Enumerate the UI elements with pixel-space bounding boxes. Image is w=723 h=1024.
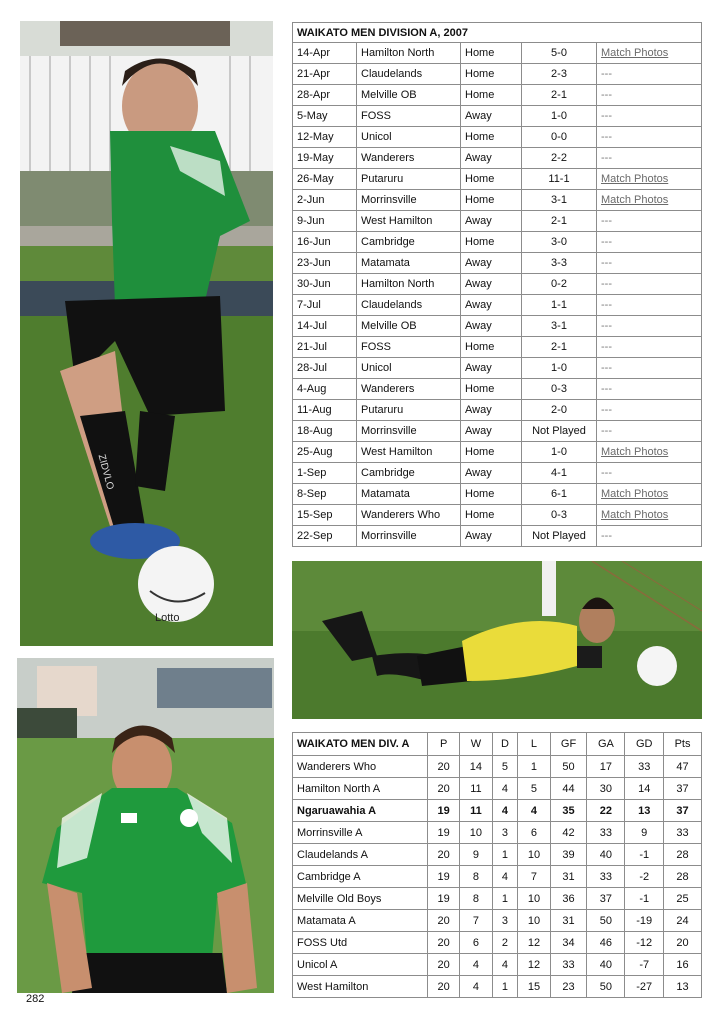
fixture-score: 1-0 xyxy=(522,358,597,379)
fixture-date: 4-Aug xyxy=(293,379,357,400)
standings-team-name: Matamata A xyxy=(293,910,428,932)
fixture-date: 22-Sep xyxy=(293,526,357,547)
standings-value: 24 xyxy=(664,910,702,932)
fixture-score: 3-1 xyxy=(522,190,597,211)
fixture-score: 3-0 xyxy=(522,232,597,253)
fixture-score: 2-1 xyxy=(522,211,597,232)
standings-row xyxy=(293,954,702,976)
standings-value: 20 xyxy=(428,844,460,866)
fixture-row xyxy=(293,253,702,274)
fixture-score: 4-1 xyxy=(522,463,597,484)
fixture-opponent: Matamata xyxy=(357,253,461,274)
fixture-date: 5-May xyxy=(293,106,357,127)
fixture-venue: Home xyxy=(461,190,522,211)
fixture-venue: Home xyxy=(461,505,522,526)
standings-value: 31 xyxy=(550,866,587,888)
fixture-date: 1-Sep xyxy=(293,463,357,484)
standings-row xyxy=(293,910,702,932)
standings-value: 31 xyxy=(550,910,587,932)
fixture-no-link: --- xyxy=(597,106,702,127)
fixture-venue: Away xyxy=(461,211,522,232)
fixture-opponent: Claudelands xyxy=(357,295,461,316)
fixtures-title-row xyxy=(293,23,702,43)
standings-value: 10 xyxy=(460,822,492,844)
fixture-venue: Away xyxy=(461,253,522,274)
standings-value: 17 xyxy=(587,756,625,778)
standings-value: 13 xyxy=(625,800,664,822)
fixture-no-link: --- xyxy=(597,295,702,316)
fixture-date: 2-Jun xyxy=(293,190,357,211)
fixture-row xyxy=(293,526,702,547)
standings-title: WAIKATO MEN DIV. A xyxy=(293,733,428,756)
fixture-no-link: --- xyxy=(597,64,702,85)
standings-value: 13 xyxy=(664,976,702,998)
sock-text: ZIDVLO xyxy=(95,453,116,491)
fixture-score: 2-3 xyxy=(522,64,597,85)
fixture-row xyxy=(293,421,702,442)
fixture-venue: Away xyxy=(461,421,522,442)
fixture-score: 3-1 xyxy=(522,316,597,337)
fixture-no-link: --- xyxy=(597,127,702,148)
standings-value: 5 xyxy=(518,778,550,800)
fixture-row xyxy=(293,211,702,232)
fixture-opponent: Claudelands xyxy=(357,64,461,85)
standings-value: 20 xyxy=(428,954,460,976)
standings-value: 14 xyxy=(625,778,664,800)
standings-value: 4 xyxy=(492,778,518,800)
fixture-opponent: West Hamilton xyxy=(357,211,461,232)
standings-value: -7 xyxy=(625,954,664,976)
fixture-no-link: --- xyxy=(597,379,702,400)
standings-table xyxy=(292,732,702,998)
fixture-score: 5-0 xyxy=(522,43,597,64)
fixture-row xyxy=(293,484,702,505)
fixture-score: 3-3 xyxy=(522,253,597,274)
fixtures-table xyxy=(292,22,702,547)
standings-row xyxy=(293,844,702,866)
match-photos-link[interactable]: Match Photos xyxy=(597,43,702,64)
fixture-opponent: FOSS xyxy=(357,337,461,358)
standings-value: 36 xyxy=(550,888,587,910)
page-number: 282 xyxy=(26,993,45,1005)
standings-value: 4 xyxy=(460,954,492,976)
standings-value: 1 xyxy=(492,976,518,998)
fixture-venue: Away xyxy=(461,400,522,421)
standings-value: 6 xyxy=(518,822,550,844)
standings-value: -1 xyxy=(625,888,664,910)
ball-brand-text: Lotto xyxy=(155,612,180,624)
fixture-no-link: --- xyxy=(597,526,702,547)
standings-value: 12 xyxy=(518,932,550,954)
fixture-opponent: Wanderers Who xyxy=(357,505,461,526)
fixture-opponent: Morrinsville xyxy=(357,526,461,547)
fixture-opponent: Matamata xyxy=(357,484,461,505)
fixture-no-link: --- xyxy=(597,358,702,379)
fixture-row xyxy=(293,169,702,190)
fixture-row xyxy=(293,190,702,211)
fixture-venue: Home xyxy=(461,85,522,106)
standings-row xyxy=(293,888,702,910)
standings-value: 8 xyxy=(460,866,492,888)
fixture-row xyxy=(293,148,702,169)
standings-value: 9 xyxy=(460,844,492,866)
fixture-no-link: --- xyxy=(597,463,702,484)
standings-value: 46 xyxy=(587,932,625,954)
standings-row xyxy=(293,800,702,822)
fixture-row xyxy=(293,337,702,358)
standings-value: -19 xyxy=(625,910,664,932)
standings-value: 19 xyxy=(428,888,460,910)
standings-value: 30 xyxy=(587,778,625,800)
standings-column-header: GD xyxy=(625,733,664,756)
standings-value: 37 xyxy=(587,888,625,910)
standings-value: 4 xyxy=(518,800,550,822)
standings-value: 4 xyxy=(460,976,492,998)
standings-value: -1 xyxy=(625,844,664,866)
standings-value: 4 xyxy=(492,866,518,888)
standings-column-header: P xyxy=(428,733,460,756)
fixture-no-link: --- xyxy=(597,85,702,106)
fixture-date: 19-May xyxy=(293,148,357,169)
fixture-venue: Home xyxy=(461,169,522,190)
fixture-date: 11-Aug xyxy=(293,400,357,421)
fixture-row xyxy=(293,442,702,463)
standings-value: 33 xyxy=(625,756,664,778)
fixture-no-link: --- xyxy=(597,148,702,169)
fixture-opponent: Wanderers xyxy=(357,148,461,169)
standings-value: 20 xyxy=(428,778,460,800)
fixture-venue: Home xyxy=(461,337,522,358)
fixture-no-link: --- xyxy=(597,421,702,442)
match-photos-link[interactable]: Match Photos xyxy=(597,505,702,526)
standings-value: 11 xyxy=(460,800,492,822)
fixture-no-link: --- xyxy=(597,253,702,274)
fixture-score: 0-3 xyxy=(522,379,597,400)
standings-value: 40 xyxy=(587,844,625,866)
photo-goalkeeper xyxy=(292,561,702,719)
standings-team-name: Hamilton North A xyxy=(293,778,428,800)
standings-column-header: Pts xyxy=(664,733,702,756)
fixture-score: 1-0 xyxy=(522,442,597,463)
standings-value: 11 xyxy=(460,778,492,800)
fixture-opponent: Putaruru xyxy=(357,400,461,421)
standings-row xyxy=(293,822,702,844)
match-photos-link[interactable]: Match Photos xyxy=(597,442,702,463)
fixture-score: 1-1 xyxy=(522,295,597,316)
standings-column-header: L xyxy=(518,733,550,756)
fixture-score: Not Played xyxy=(522,526,597,547)
standings-value: 50 xyxy=(587,976,625,998)
fixture-opponent: Cambridge xyxy=(357,232,461,253)
fixture-date: 8-Sep xyxy=(293,484,357,505)
standings-value: 4 xyxy=(492,800,518,822)
standings-value: 47 xyxy=(664,756,702,778)
standings-value: 20 xyxy=(428,910,460,932)
fixture-opponent: Putaruru xyxy=(357,169,461,190)
standings-value: 4 xyxy=(492,954,518,976)
fixture-venue: Home xyxy=(461,64,522,85)
fixture-opponent: FOSS xyxy=(357,106,461,127)
standings-team-name: Claudelands A xyxy=(293,844,428,866)
fixture-date: 7-Jul xyxy=(293,295,357,316)
standings-value: 12 xyxy=(518,954,550,976)
standings-value: 25 xyxy=(664,888,702,910)
fixture-score: 0-3 xyxy=(522,505,597,526)
fixture-score: 1-0 xyxy=(522,106,597,127)
standings-value: -27 xyxy=(625,976,664,998)
fixture-venue: Home xyxy=(461,232,522,253)
standings-value: 9 xyxy=(625,822,664,844)
standings-row xyxy=(293,756,702,778)
standings-column-header: GF xyxy=(550,733,587,756)
fixture-venue: Away xyxy=(461,463,522,484)
standings-value: 19 xyxy=(428,822,460,844)
standings-column-header: D xyxy=(492,733,518,756)
standings-value: 33 xyxy=(587,822,625,844)
standings-value: 1 xyxy=(492,844,518,866)
fixture-opponent: Cambridge xyxy=(357,463,461,484)
fixture-row xyxy=(293,127,702,148)
fixture-score: 2-1 xyxy=(522,85,597,106)
fixture-opponent: Unicol xyxy=(357,127,461,148)
standings-team-name: Unicol A xyxy=(293,954,428,976)
standings-value: 28 xyxy=(664,866,702,888)
standings-value: 1 xyxy=(518,756,550,778)
fixture-score: 2-2 xyxy=(522,148,597,169)
fixture-no-link: --- xyxy=(597,316,702,337)
standings-team-name: West Hamilton xyxy=(293,976,428,998)
fixture-no-link: --- xyxy=(597,211,702,232)
standings-value: 22 xyxy=(587,800,625,822)
standings-value: 37 xyxy=(664,778,702,800)
fixture-row xyxy=(293,232,702,253)
fixture-score: Not Played xyxy=(522,421,597,442)
fixture-date: 16-Jun xyxy=(293,232,357,253)
standings-value: 34 xyxy=(550,932,587,954)
standings-row xyxy=(293,778,702,800)
standings-value: 39 xyxy=(550,844,587,866)
standings-value: 8 xyxy=(460,888,492,910)
standings-value: 3 xyxy=(492,910,518,932)
fixture-date: 23-Jun xyxy=(293,253,357,274)
standings-team-name: Wanderers Who xyxy=(293,756,428,778)
fixture-venue: Home xyxy=(461,442,522,463)
fixture-venue: Home xyxy=(461,43,522,64)
photo-player-dribbling xyxy=(20,21,273,646)
standings-column-header: W xyxy=(460,733,492,756)
fixture-date: 30-Jun xyxy=(293,274,357,295)
fixture-date: 21-Jul xyxy=(293,337,357,358)
fixture-row xyxy=(293,400,702,421)
fixture-row xyxy=(293,316,702,337)
fixture-venue: Home xyxy=(461,379,522,400)
fixture-venue: Away xyxy=(461,316,522,337)
fixture-row xyxy=(293,106,702,127)
standings-value: 1 xyxy=(492,888,518,910)
standings-row xyxy=(293,932,702,954)
fixture-row xyxy=(293,85,702,106)
standings-team-name: Cambridge A xyxy=(293,866,428,888)
standings-value: 10 xyxy=(518,888,550,910)
standings-value: 3 xyxy=(492,822,518,844)
standings-value: -2 xyxy=(625,866,664,888)
fixture-row xyxy=(293,295,702,316)
standings-value: 10 xyxy=(518,844,550,866)
fixtures-title: WAIKATO MEN DIVISION A, 2007 xyxy=(293,23,702,43)
standings-value: 2 xyxy=(492,932,518,954)
standings-team-name: Melville Old Boys xyxy=(293,888,428,910)
standings-value: 37 xyxy=(664,800,702,822)
fixture-date: 9-Jun xyxy=(293,211,357,232)
fixture-opponent: Morrinsville xyxy=(357,421,461,442)
standings-value: 40 xyxy=(587,954,625,976)
fixture-score: 2-0 xyxy=(522,400,597,421)
standings-value: 5 xyxy=(492,756,518,778)
fixture-row xyxy=(293,358,702,379)
standings-value: 20 xyxy=(428,976,460,998)
standings-value: 20 xyxy=(428,756,460,778)
standings-value: 7 xyxy=(518,866,550,888)
fixture-date: 14-Apr xyxy=(293,43,357,64)
fixture-opponent: Melville OB xyxy=(357,316,461,337)
fixture-score: 0-0 xyxy=(522,127,597,148)
fixture-opponent: Melville OB xyxy=(357,85,461,106)
fixture-opponent: Hamilton North xyxy=(357,274,461,295)
fixture-venue: Away xyxy=(461,295,522,316)
photo-player-portrait xyxy=(17,658,274,993)
standings-team-name: FOSS Utd xyxy=(293,932,428,954)
fixture-date: 12-May xyxy=(293,127,357,148)
fixture-opponent: Hamilton North xyxy=(357,43,461,64)
standings-value: 19 xyxy=(428,800,460,822)
fixture-venue: Away xyxy=(461,358,522,379)
fixture-venue: Away xyxy=(461,148,522,169)
fixture-score: 0-2 xyxy=(522,274,597,295)
standings-row xyxy=(293,866,702,888)
fixture-opponent: Unicol xyxy=(357,358,461,379)
standings-value: 6 xyxy=(460,932,492,954)
fixture-row xyxy=(293,505,702,526)
fixture-no-link: --- xyxy=(597,274,702,295)
standings-value: 23 xyxy=(550,976,587,998)
fixture-venue: Away xyxy=(461,526,522,547)
standings-value: 33 xyxy=(550,954,587,976)
fixture-score: 2-1 xyxy=(522,337,597,358)
fixture-opponent: West Hamilton xyxy=(357,442,461,463)
fixture-date: 28-Jul xyxy=(293,358,357,379)
standings-value: 28 xyxy=(664,844,702,866)
standings-value: 10 xyxy=(518,910,550,932)
standings-value: 7 xyxy=(460,910,492,932)
fixture-row xyxy=(293,43,702,64)
standings-value: 19 xyxy=(428,866,460,888)
standings-value: 20 xyxy=(428,932,460,954)
standings-value: 50 xyxy=(587,910,625,932)
fixture-opponent: Wanderers xyxy=(357,379,461,400)
fixture-venue: Away xyxy=(461,106,522,127)
standings-header-row xyxy=(293,733,702,756)
fixture-date: 25-Aug xyxy=(293,442,357,463)
fixture-no-link: --- xyxy=(597,400,702,421)
standings-value: 33 xyxy=(587,866,625,888)
fixture-venue: Home xyxy=(461,484,522,505)
fixture-row xyxy=(293,379,702,400)
standings-value: 35 xyxy=(550,800,587,822)
fixture-score: 6-1 xyxy=(522,484,597,505)
fixture-row xyxy=(293,274,702,295)
standings-team-name: Morrinsville A xyxy=(293,822,428,844)
standings-value: 15 xyxy=(518,976,550,998)
fixture-date: 15-Sep xyxy=(293,505,357,526)
standings-team-name: Ngaruawahia A xyxy=(293,800,428,822)
fixture-date: 28-Apr xyxy=(293,85,357,106)
standings-value: 14 xyxy=(460,756,492,778)
fixture-no-link: --- xyxy=(597,337,702,358)
standings-value: 44 xyxy=(550,778,587,800)
fixture-row xyxy=(293,463,702,484)
standings-value: 20 xyxy=(664,932,702,954)
standings-row xyxy=(293,976,702,998)
standings-value: 16 xyxy=(664,954,702,976)
match-photos-link[interactable]: Match Photos xyxy=(597,484,702,505)
match-photos-link[interactable]: Match Photos xyxy=(597,169,702,190)
fixture-row xyxy=(293,64,702,85)
standings-value: 50 xyxy=(550,756,587,778)
fixture-date: 26-May xyxy=(293,169,357,190)
standings-column-header: GA xyxy=(587,733,625,756)
match-photos-link[interactable]: Match Photos xyxy=(597,190,702,211)
fixture-opponent: Morrinsville xyxy=(357,190,461,211)
fixture-venue: Away xyxy=(461,274,522,295)
fixture-date: 18-Aug xyxy=(293,421,357,442)
fixture-venue: Home xyxy=(461,127,522,148)
fixture-date: 21-Apr xyxy=(293,64,357,85)
fixture-no-link: --- xyxy=(597,232,702,253)
standings-value: 42 xyxy=(550,822,587,844)
standings-value: 33 xyxy=(664,822,702,844)
standings-value: -12 xyxy=(625,932,664,954)
fixture-date: 14-Jul xyxy=(293,316,357,337)
fixture-score: 11-1 xyxy=(522,169,597,190)
